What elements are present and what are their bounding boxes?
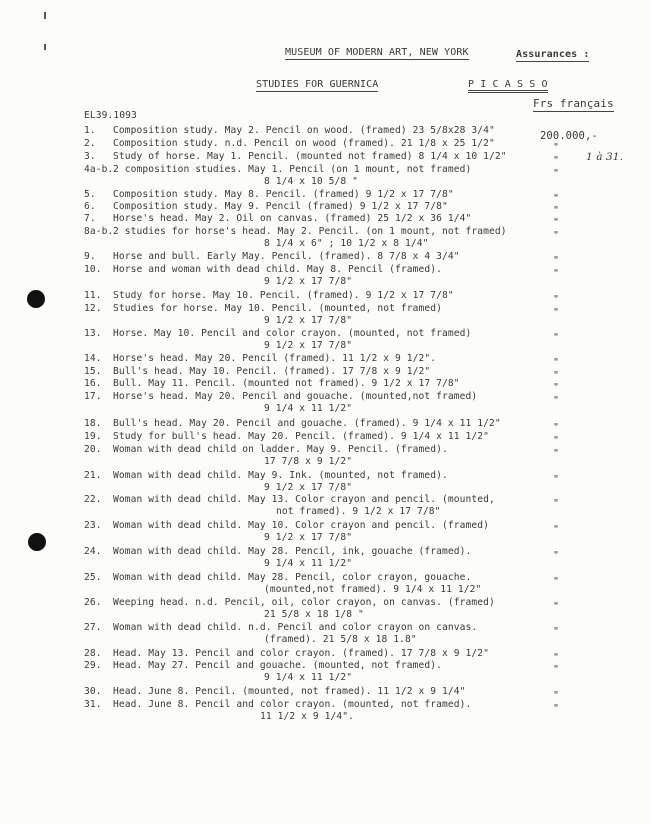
ditto-mark: " (553, 550, 560, 561)
ditto-mark: " (553, 395, 560, 406)
entry-text: Woman with dead child. May 13. Color crayon and pencil. (mounted, (113, 494, 495, 505)
ditto-mark: " (553, 294, 560, 305)
entry-continuation: 9 1/4 x 11 1/2" (264, 403, 353, 414)
handwritten-range: 1 à 31. (586, 151, 624, 163)
entry-continuation: 9 1/4 x 11 1/2" (264, 558, 353, 569)
reference-number: EL39.1093 (84, 110, 137, 121)
entry-text: Head. June 8. Pencil and color crayon. (mounted, not framed). (113, 699, 472, 710)
entry-number: 7. (84, 213, 96, 224)
entry-text: Head. May 27. Pencil and gouache. (mounted, not framed). (113, 660, 443, 671)
entry-text: Woman with dead child. n.d. Pencil and color crayon on canvas. (113, 622, 478, 633)
entry-number: 14. (84, 353, 102, 364)
entry-text: Woman with dead child on ladder. May 9. Pencil. (framed). (113, 444, 448, 455)
entry-text: Composition study. May 9. Pencil (framed) 9 1/2 x 17 7/8" (113, 201, 448, 212)
entry-number: 6. (84, 201, 96, 212)
museum-heading (285, 47, 469, 58)
ditto-mark: " (553, 690, 560, 701)
ditto-mark: " (553, 332, 560, 343)
entry-number: 2. (84, 138, 96, 149)
entry-continuation: 17 7/8 x 9 1/2" (264, 456, 353, 467)
entry-text: Bull. May 11. Pencil. (mounted not framed). 9 1/2 x 17 7/8" (113, 378, 460, 389)
ditto-mark: " (553, 142, 560, 153)
entry-number: 16. (84, 378, 102, 389)
entry-continuation: (framed). 21 5/8 x 18 1.8" (264, 634, 417, 645)
entry-number: 21. (84, 470, 102, 481)
ditto-mark: " (553, 255, 560, 266)
entry-text: Head. May 13. Pencil and color crayon. (framed). 17 7/8 x 9 1/2" (113, 648, 490, 659)
entry-continuation: 9 1/2 x 17 7/8" (264, 315, 353, 326)
entry-continuation: not framed). 9 1/2 x 17 7/8" (276, 506, 441, 517)
entry-continuation: 9 1/2 x 17 7/8" (264, 482, 353, 493)
ditto-mark: " (553, 268, 560, 279)
entry-continuation: 8 1/4 x 10 5/8 " (264, 176, 359, 187)
entry-text: Horse and bull. Early May. Pencil. (framed). 8 7/8 x 4 3/4" (113, 251, 460, 262)
entry-number: 9. (84, 251, 96, 262)
ditto-mark: " (553, 155, 560, 166)
entry-text: Head. June 8. Pencil. (mounted, not framed). 11 1/2 x 9 1/4" (113, 686, 466, 697)
entry-number: 30. (84, 686, 102, 697)
entry-number: 18. (84, 418, 102, 429)
ditto-mark: " (553, 626, 560, 637)
entry-number: 15. (84, 366, 102, 377)
entry-text: Composition study. n.d. Pencil on wood (framed). 21 1/8 x 25 1/2" (113, 138, 495, 149)
entry-number: 23. (84, 520, 102, 531)
ditto-mark: " (553, 422, 560, 433)
entry-text: Studies for horse. May 10. Pencil. (mounted, not framed) (113, 303, 443, 314)
entry-text: Weeping head. n.d. Pencil, oil, color crayon, on canvas. (framed) (113, 597, 495, 608)
ditto-mark: " (553, 576, 560, 587)
entry-text: Bull's head. May 10. Pencil. (framed). 17 7/8 x 9 1/2" (113, 366, 431, 377)
ditto-mark: " (553, 193, 560, 204)
entry-continuation: 9 1/2 x 17 7/8" (264, 276, 353, 287)
ditto-mark: " (553, 230, 560, 241)
ditto-mark: " (553, 498, 560, 509)
ditto-mark: " (553, 205, 560, 216)
entry-number: 11. (84, 290, 102, 301)
entry-number: 4a-b. (84, 164, 114, 175)
entry-number: 31. (84, 699, 102, 710)
ditto-mark: " (553, 448, 560, 459)
entry-number: 22. (84, 494, 102, 505)
ditto-mark: " (553, 524, 560, 535)
punch-hole-top (27, 290, 45, 308)
entry-number: 17. (84, 391, 102, 402)
museum-name: MUSEUM OF MODERN ART, NEW YORK (285, 47, 469, 58)
entry-text: 2 studies for horse's head. May 2. Pencil. (on 1 mount, not framed) (113, 226, 507, 237)
entry-text: Study of horse. May 1. Pencil. (mounted not framed) 8 1/4 x 10 1/2" (113, 151, 507, 162)
title-heading (256, 79, 378, 90)
currency-label: Frs français (533, 97, 614, 110)
entry-number: 5. (84, 189, 96, 200)
currency-heading (533, 97, 614, 110)
entry-continuation: (mounted,not framed). 9 1/4 x 11 1/2" (264, 584, 482, 595)
entry-number: 12. (84, 303, 102, 314)
ditto-mark: " (553, 217, 560, 228)
entry-number: 19. (84, 431, 102, 442)
entry-text: Study for bull's head. May 20. Pencil. (framed). 9 1/4 x 11 1/2" (113, 431, 490, 442)
entry-number: 20. (84, 444, 102, 455)
ditto-mark: " (553, 357, 560, 368)
entry-text: Woman with dead child. May 9. Ink. (mounted, not framed). (113, 470, 448, 481)
entry-text: Horse and woman with dead child. May 8. Pencil (framed). (113, 264, 443, 275)
entry-text: Horse. May 10. Pencil and color crayon. (mounted, not framed) (113, 328, 472, 339)
entry-number: 27. (84, 622, 102, 633)
entry-text: Horse's head. May 20. Pencil and gouache. (mounted,not framed) (113, 391, 478, 402)
artist-heading (468, 79, 548, 90)
entry-continuation: 11 1/2 x 9 1/4". (260, 711, 355, 722)
ditto-mark: " (553, 168, 560, 179)
entry-text: Study for horse. May 10. Pencil. (framed). 9 1/2 x 17 7/8" (113, 290, 454, 301)
entry-text: 2 composition studies. May 1. Pencil (on 1 mount, not framed) (113, 164, 472, 175)
ditto-mark: " (553, 601, 560, 612)
entry-number: 13. (84, 328, 102, 339)
entry-continuation: 8 1/4 x 6" ; 10 1/2 x 8 1/4" (264, 238, 429, 249)
entry-continuation: 9 1/2 x 17 7/8" (264, 340, 353, 351)
entry-continuation: 21 5/8 x 18 1/8 " (264, 609, 364, 620)
entry-number: 24. (84, 546, 102, 557)
assurances-heading (516, 49, 589, 60)
entry-text: Horse's head. May 2. Oil on canvas. (framed) 25 1/2 x 36 1/4" (113, 213, 472, 224)
assurances-label: Assurances : (516, 49, 590, 60)
entry-text: Woman with dead child. May 10. Color crayon and pencil. (framed) (113, 520, 490, 531)
entry-continuation: 9 1/4 x 11 1/2" (264, 672, 353, 683)
margin-mark (44, 44, 46, 50)
entry-text: Bull's head. May 20. Pencil and gouache. (framed). 9 1/4 x 11 1/2" (113, 418, 501, 429)
entry-number: 28. (84, 648, 102, 659)
insured-amount: 200.000,- (540, 130, 598, 142)
ditto-mark: " (553, 435, 560, 446)
entry-number: 1. (84, 125, 96, 136)
ditto-mark: " (553, 703, 560, 714)
entry-number: 25. (84, 572, 102, 583)
ditto-mark: " (553, 370, 560, 381)
entry-number: 10. (84, 264, 102, 275)
entry-text: Woman with dead child. May 28. Pencil, color crayon, gouache. (113, 572, 472, 583)
document-title: STUDIES FOR GUERNICA (256, 79, 379, 90)
entry-continuation: 9 1/2 x 17 7/8" (264, 532, 353, 543)
ditto-mark: " (553, 652, 560, 663)
ditto-mark: " (553, 664, 560, 675)
margin-mark (44, 12, 46, 19)
entry-text: Woman with dead child. May 28. Pencil, ink, gouache (framed). (113, 546, 472, 557)
entry-text: Horse's head. May 20. Pencil (framed). 11 1/2 x 9 1/2". (113, 353, 437, 364)
entry-text: Composition study. May 8. Pencil. (framed) 9 1/2 x 17 7/8" (113, 189, 454, 200)
entry-number: 3. (84, 151, 96, 162)
entry-number: 8a-b. (84, 226, 114, 237)
artist-name: P I C A S S O (468, 79, 548, 93)
ditto-mark: " (553, 382, 560, 393)
ditto-mark: " (553, 474, 560, 485)
ditto-mark: " (553, 307, 560, 318)
entry-number: 26. (84, 597, 102, 608)
entry-text: Composition study. May 2. Pencil on wood. (framed) 23 5/8x28 3/4" (113, 125, 495, 136)
punch-hole-bottom (28, 533, 46, 551)
entry-number: 29. (84, 660, 102, 671)
